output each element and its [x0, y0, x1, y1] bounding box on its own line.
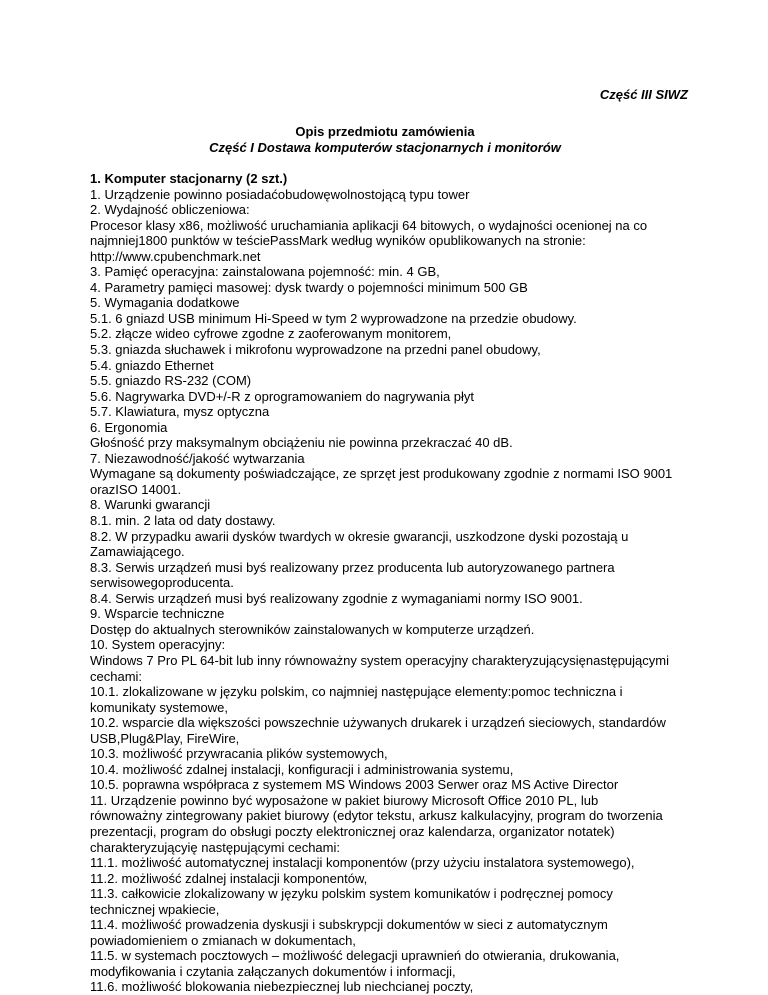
- text-line: 8.1. min. 2 lata od daty dostawy.: [90, 513, 276, 529]
- text-line: 5.1. 6 gniazd USB minimum Hi-Speed w tym 2 wyprowadzone na przedzie obudowy.: [90, 310, 577, 326]
- text-line: modyfikowania i czytania załączanych dokumentów i informacji,: [90, 963, 456, 979]
- text-line: 3. Pamięć operacyjna: zainstalowana pojemność: min. 4 GB,: [90, 264, 440, 280]
- text-line: Dostęp do aktualnych sterowników zainstalowanych w komputerze urządzeń.: [90, 621, 535, 637]
- text-line: 5.7. Klawiatura, mysz optyczna: [90, 404, 270, 420]
- text-line: http://www.cpubenchmark.net: [90, 248, 261, 264]
- text-line: Procesor klasy x86, możliwość uruchamiania aplikacji 64 bitowych, o wydajności ocenionej na co: [90, 217, 648, 233]
- text-line: 8.4. Serwis urządzeń musi byś realizowany zgodnie z wymaganiami normy ISO 9001.: [90, 590, 583, 606]
- text-line: równoważny zintegrowany pakiet biurowy (edytor tekstu, arkusz kalkulacyjny, program do tworzenia: [90, 808, 663, 824]
- text-line: 8. Warunki gwarancji: [90, 497, 211, 513]
- text-line: cechami:: [90, 668, 143, 684]
- document-title: Opis przedmiotu zamówienia: [295, 124, 475, 139]
- text-line: powiadomieniem o zmianach w dokumentach,: [90, 932, 356, 948]
- text-line: 5.2. złącze wideo cyfrowe zgodne z zaoferowanym monitorem,: [90, 326, 452, 342]
- text-line: Wymagane są dokumenty poświadczające, ze sprzęt jest produkowany zgodnie z normami ISO 9001: [90, 466, 673, 482]
- text-line: Zamawiającego.: [90, 544, 185, 560]
- text-line: serwisowegoproducenta.: [90, 575, 234, 591]
- text-line: 1. Urządzenie powinno posiadaćobudowęwolnostojącą typu tower: [90, 186, 470, 202]
- text-line: 8.2. W przypadku awarii dysków twardych w okresie gwarancji, uszkodzone dyski pozostają u: [90, 528, 629, 544]
- text-line: 11.5. w systemach pocztowych – możliwość delegacji uprawnień do otwierania, drukowania,: [90, 948, 620, 964]
- text-line: 4. Parametry pamięci masowej: dysk twardy o pojemności minimum 500 GB: [90, 279, 528, 295]
- text-line: 10. System operacyjny:: [90, 637, 226, 653]
- text-line: najmniej1800 punktów w teściePassMark według wyników opublikowanych na stronie:: [90, 233, 586, 249]
- text-line: 11.6. możliwość blokowania niebezpiecznej lub niechcianej poczty,: [90, 979, 474, 995]
- text-line: USB,Plug&Play, FireWire,: [90, 730, 240, 746]
- document-body: [90, 171, 680, 995]
- text-line: prezentacji, program do obsługi poczty elektronicznej oraz kalendarza, organizator notatek): [90, 823, 615, 839]
- text-line: 9. Wsparcie techniczne: [90, 606, 225, 622]
- text-line: 10.2. wsparcie dla większości powszechnie używanych drukarek i urządzeń sieciowych, standardów: [90, 715, 666, 731]
- text-line: 8.3. Serwis urządzeń musi byś realizowany przez producenta lub autoryzowanego partnera: [90, 559, 615, 575]
- part-label: Część III SIWZ: [599, 87, 688, 102]
- text-line: 10.1. zlokalizowane w języku polskim, co najmniej następujące elementy:pomoc techniczna i: [90, 684, 623, 700]
- text-line: 7. Niezawodność/jakość wytwarzania: [90, 450, 305, 466]
- text-line: 11.1. możliwość automatycznej instalacji komponentów (przy użyciu instalatora systemowego),: [90, 855, 635, 871]
- text-line: Głośność przy maksymalnym obciążeniu nie powinna przekraczać 40 dB.: [90, 435, 513, 451]
- text-line: 10.3. możliwość przywracania plików systemowych,: [90, 746, 388, 762]
- text-line: 10.5. poprawna współpraca z systemem MS Windows 2003 Serwer oraz MS Active Director: [90, 777, 619, 793]
- text-line: 5.5. gniazdo RS-232 (COM): [90, 373, 252, 389]
- text-line: 11.4. możliwość prowadzenia dyskusji i subskrypcji dokumentów w sieci z automatycznym: [90, 917, 608, 933]
- title-block: [90, 124, 680, 156]
- text-line: 6. Ergonomia: [90, 419, 168, 435]
- text-line: 5.4. gniazdo Ethernet: [90, 357, 214, 373]
- text-line: technicznej wpakiecie,: [90, 901, 220, 917]
- text-line: 2. Wydajność obliczeniowa:: [90, 202, 250, 218]
- text-line: 11. Urządzenie powinno być wyposażone w pakiet biurowy Microsoft Office 2010 PL, lub: [90, 792, 599, 808]
- section-heading: 1. Komputer stacjonarny (2 szt.): [90, 171, 288, 186]
- text-line: charakteryzującyię następującymi cechami:: [90, 839, 340, 855]
- text-line: orazISO 14001.: [90, 481, 182, 497]
- text-line: 5. Wymagania dodatkowe: [90, 295, 240, 311]
- text-line: Windows 7 Pro PL 64-bit lub inny równoważny system operacyjny charakteryzującysięnastępującymi: [90, 652, 669, 668]
- document-subtitle: Część I Dostawa komputerów stacjonarnych i monitorów: [209, 140, 561, 155]
- text-line: 11.2. możliwość zdalnej instalacji komponentów,: [90, 870, 368, 886]
- text-line: 10.4. możliwość zdalnej instalacji, konfiguracji i administrowania systemu,: [90, 761, 514, 777]
- text-line: 5.6. Nagrywarka DVD+/-R z oprogramowaniem do nagrywania płyt: [90, 388, 475, 404]
- text-line: 5.3. gniazda słuchawek i mikrofonu wyprowadzone na przedni panel obudowy,: [90, 342, 541, 358]
- text-line: 11.3. całkowicie zlokalizowany w języku polskim system komunikatów i podręcznej pomocy: [90, 886, 613, 902]
- text-line: komunikaty systemowe,: [90, 699, 228, 715]
